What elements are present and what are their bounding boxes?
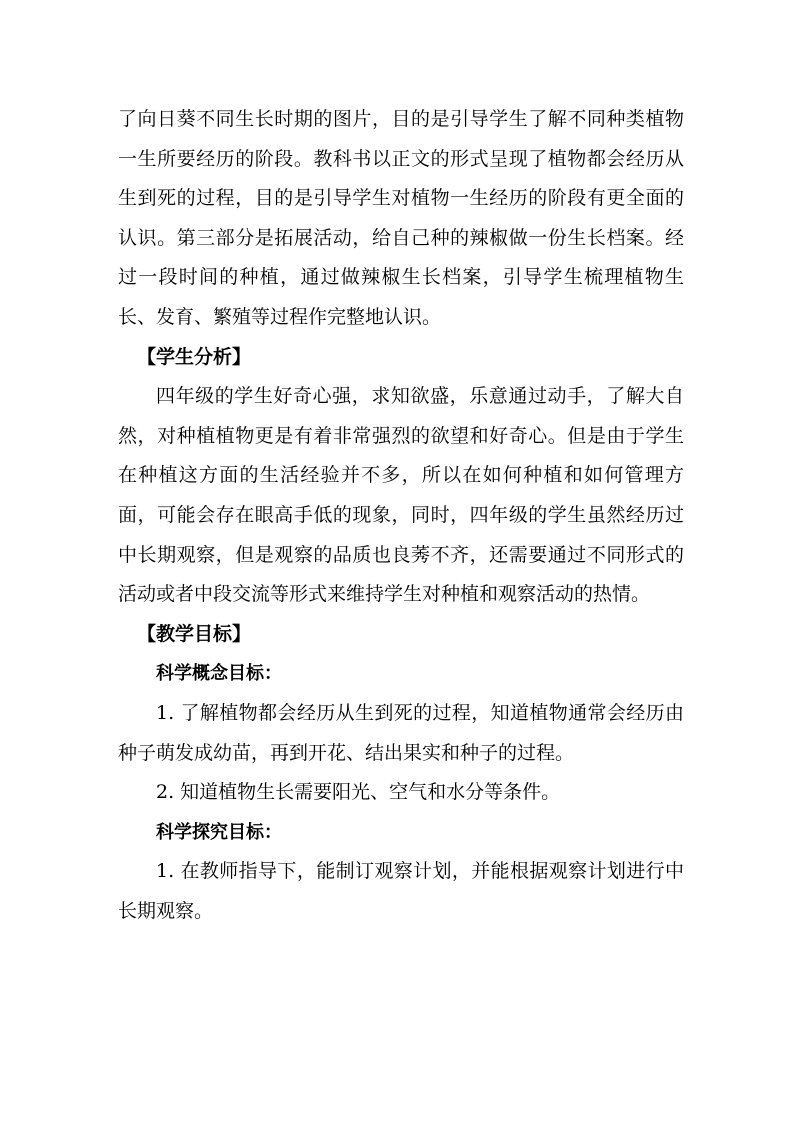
- student-analysis-paragraph: 四年级的学生好奇心强，求知欲盛，乐意通过动手，了解大自然，对种植植物更是有着非常强烈的欲望和好奇心。但是由于学生在种植这方面的生活经验并不多，所以在如何种植和如何管理方面，可能会存在眼高手低的现象，同时，四年级的学生虽然经历过中长期观察，但是观察的品质也良莠不齐，还需要通过不同形式的活动或者中段交流等形式来维持学生对种植和观察活动的热情。: [118, 385, 684, 606]
- document-body: [118, 100, 684, 931]
- inquiry-goal-item: 1. 在教师指导下，能制订观察计划，并能根据观察计划进行中长期观察。: [118, 860, 684, 922]
- concept-goal-item: 1. 了解植物都会经历从生到死的过程，知道植物通常会经历由种子萌发成幼苗，再到开花、结出果实和种子的过程。: [118, 701, 684, 764]
- intro-paragraph: 了向日葵不同生长时期的图片，目的是引导学生了解不同种类植物一生所要经历的阶段。教科书以正文的形式呈现了植物都会经历从生到死的过程，目的是引导学生对植物一生经历的阶段有更全面的认识。第三部分是拓展活动，给自己种的辣椒做一份生长档案。经过一段时间的种植，通过做辣椒生长档案，引导学生梳理植物生长、发育、繁殖等过程作完整地认识。: [118, 108, 684, 328]
- concept-goals-heading: 科学概念目标：: [156, 663, 282, 685]
- student-analysis-heading: 【学生分析】: [137, 345, 252, 368]
- inquiry-goals-heading: 科学探究目标：: [156, 821, 282, 843]
- teaching-goals-heading: 【教学目标】: [137, 622, 252, 645]
- concept-goal-item: 2. 知道植物生长需要阳光、空气和水分等条件。: [156, 781, 561, 804]
